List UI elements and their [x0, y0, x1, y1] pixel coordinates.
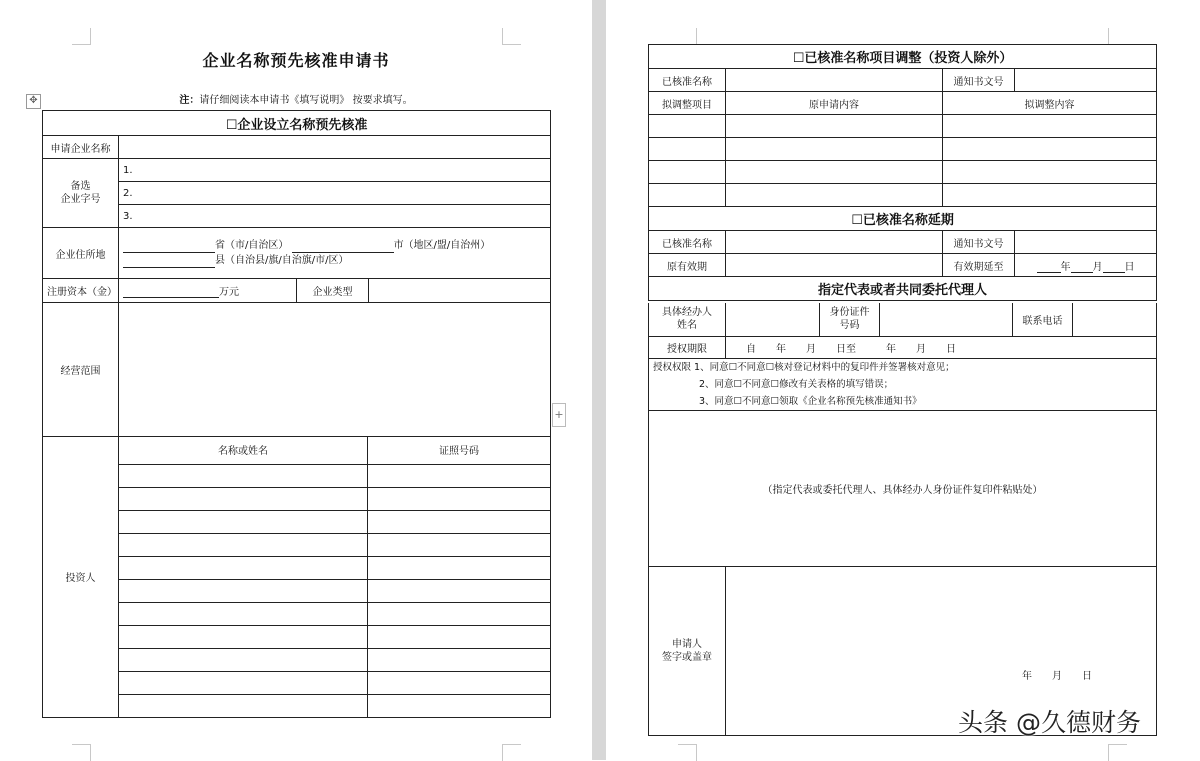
investor-name-cell[interactable] [119, 464, 368, 487]
crop-mark [72, 744, 91, 761]
investor-col-name: 名称或姓名 [119, 436, 368, 464]
investor-name-cell[interactable] [119, 625, 368, 648]
original-content-cell[interactable] [726, 161, 943, 184]
original-content-cell[interactable] [726, 115, 943, 138]
extend-title: ☐已核准名称延期 [649, 207, 1157, 231]
address-city: 市（地区/盟/自治州） [393, 240, 491, 251]
address-field[interactable] [119, 228, 551, 279]
investor-id-cell[interactable] [368, 648, 551, 671]
notice-no-label: 通知书文号 [943, 69, 1015, 92]
investor-label: 投资人 [43, 436, 119, 717]
id-field[interactable] [880, 303, 1013, 336]
agent-title: 指定代表或者共同委托代理人 [649, 277, 1157, 301]
original-content-label: 原申请内容 [726, 92, 943, 115]
paste-hint: （指定代表或委托代理人、具体经办人身份证件复印件粘贴处） [762, 484, 1043, 496]
id-label: 身份证件 号码 [820, 303, 880, 336]
capital-label: 注册资本（金） [43, 279, 119, 303]
address-label: 企业住所地 [43, 228, 119, 279]
alt-names-label: 备选 企业字号 [43, 159, 119, 228]
document-title: 企业名称预先核准申请书 [202, 51, 390, 70]
phone-field[interactable] [1073, 303, 1157, 336]
investor-table [42, 436, 551, 718]
investor-id-cell[interactable] [368, 533, 551, 556]
applicant-name-label: 申请企业名称 [43, 136, 119, 159]
investor-name-cell[interactable] [119, 579, 368, 602]
investor-id-cell[interactable] [368, 510, 551, 533]
alt-name-field-1[interactable]: 1. [119, 159, 551, 182]
new-content-cell[interactable] [943, 161, 1157, 184]
investor-name-cell[interactable] [119, 694, 368, 717]
crop-mark [502, 28, 521, 45]
scope-field[interactable] [119, 303, 551, 437]
notice-no-field[interactable] [1015, 69, 1157, 92]
adjust-item-cell[interactable] [649, 115, 726, 138]
adjust-item-cell[interactable] [649, 184, 726, 207]
orig-validity-label: 原有效期 [649, 254, 726, 277]
watermark: 头条 @久德财务 [958, 708, 1141, 737]
auth-label: 授权权限 [653, 361, 692, 373]
address-county: 县（自治县/旗/自治旗/市/区） [215, 255, 349, 266]
section-title: ☐企业设立名称预先核准 [43, 111, 551, 136]
investor-id-cell[interactable] [368, 625, 551, 648]
page-right [606, 0, 1200, 760]
add-row-icon[interactable]: + [552, 403, 566, 427]
investor-id-cell[interactable] [368, 694, 551, 717]
investor-id-cell[interactable] [368, 487, 551, 510]
investor-name-cell[interactable] [119, 487, 368, 510]
new-content-cell[interactable] [943, 138, 1157, 161]
company-type-field[interactable] [369, 279, 551, 303]
auth-item-3: 3、同意☐不同意☐领取《企业名称预先核准通知书》 [699, 395, 922, 407]
investor-name-cell[interactable] [119, 533, 368, 556]
investor-name-cell[interactable] [119, 648, 368, 671]
extend-date-field[interactable] [1015, 254, 1157, 277]
note-text: 请仔细阅读本申请书《填写说明》 按要求填写。 [199, 95, 413, 106]
notice-no-field-2[interactable] [1015, 231, 1157, 254]
alt-name-field-2[interactable]: 2. [119, 182, 551, 205]
crop-mark [678, 744, 697, 761]
auth-item-2: 2、同意☐不同意☐修改有关表格的填写错误； [699, 378, 894, 390]
new-content-cell[interactable] [943, 184, 1157, 207]
establishment-table [42, 110, 551, 437]
auth-item-1: 1、同意☐不同意☐核对登记材料中的复印件并签署核对意见； [694, 361, 955, 373]
investor-id-cell[interactable] [368, 671, 551, 694]
period-label: 授权期限 [649, 336, 726, 358]
fill-note [42, 91, 550, 106]
agent-table [648, 303, 1157, 736]
signature-label: 申请人 签字或盖章 [649, 566, 726, 735]
orig-validity-field[interactable] [726, 254, 943, 277]
adjust-item-label: 拟调整项目 [649, 92, 726, 115]
move-icon[interactable]: ✥ [26, 94, 41, 109]
investor-id-cell[interactable] [368, 602, 551, 625]
company-type-label: 企业类型 [297, 279, 369, 303]
scope-label: 经营范围 [43, 303, 119, 437]
applicant-name-field[interactable] [119, 136, 551, 159]
crop-mark [72, 28, 91, 45]
approved-name-label: 已核准名称 [649, 69, 726, 92]
original-content-cell[interactable] [726, 184, 943, 207]
investor-id-cell[interactable] [368, 579, 551, 602]
alt-name-field-3[interactable]: 3. [119, 205, 551, 228]
investor-name-cell[interactable] [119, 510, 368, 533]
adjust-item-cell[interactable] [649, 138, 726, 161]
adjust-item-cell[interactable] [649, 161, 726, 184]
crop-mark [1108, 28, 1127, 45]
address-province: 省（市/自治区） [215, 240, 289, 251]
crop-mark [678, 28, 697, 45]
handler-label: 具体经办人 姓名 [649, 303, 726, 336]
phone-label: 联系电话 [1013, 303, 1073, 336]
extend-year: 年 [1060, 261, 1071, 273]
approved-name-label-2: 已核准名称 [649, 231, 726, 254]
notice-no-label-2: 通知书文号 [943, 231, 1015, 254]
investor-name-cell[interactable] [119, 556, 368, 579]
crop-mark [1108, 744, 1127, 761]
note-label: 注： [179, 95, 200, 106]
auth-section [649, 358, 1157, 410]
new-content-cell[interactable] [943, 115, 1157, 138]
capital-field[interactable] [119, 279, 297, 303]
id-paste-area [649, 410, 1157, 566]
period-field[interactable]: 自 年 月 日至 年 月 日 [726, 336, 1157, 358]
new-content-label: 拟调整内容 [943, 92, 1157, 115]
sign-date: 年 月 日 [1022, 670, 1092, 682]
crop-mark [502, 744, 521, 761]
investor-col-id: 证照号码 [368, 436, 551, 464]
original-content-cell[interactable] [726, 138, 943, 161]
investor-name-cell[interactable] [119, 602, 368, 625]
investor-id-cell[interactable] [368, 464, 551, 487]
approved-name-field-2[interactable] [726, 231, 943, 254]
capital-unit: 万元 [219, 287, 239, 298]
extend-day: 日 [1124, 261, 1135, 273]
investor-name-cell[interactable] [119, 671, 368, 694]
extend-month: 月 [1092, 261, 1103, 273]
page-left [0, 0, 592, 760]
investor-id-cell[interactable] [368, 556, 551, 579]
approved-name-field[interactable] [726, 69, 943, 92]
adjust-table [648, 44, 1157, 301]
handler-name-field[interactable] [726, 303, 820, 336]
extend-label: 有效期延至 [943, 254, 1015, 277]
page-gutter [592, 0, 606, 760]
adjust-title: ☐已核准名称项目调整（投资人除外） [649, 45, 1157, 69]
